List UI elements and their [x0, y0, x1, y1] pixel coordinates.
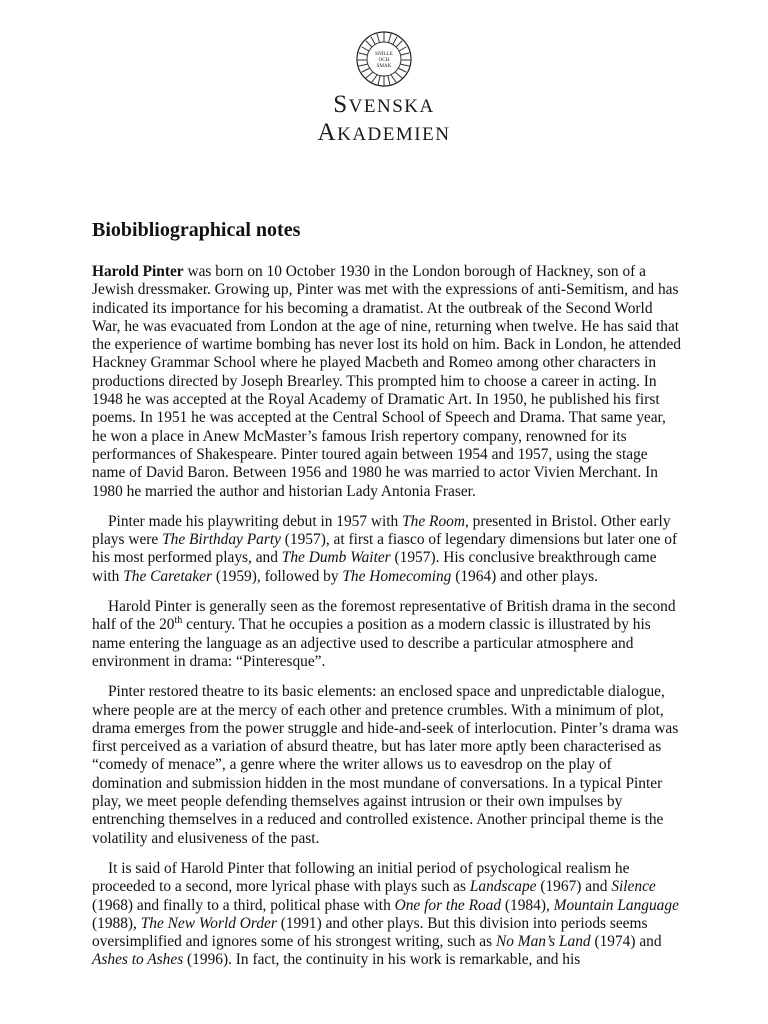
academy-seal-icon	[351, 30, 417, 88]
text-run: The Caretaker	[123, 567, 212, 585]
text-run: The Homecoming	[342, 567, 452, 585]
text-run: (1967) and	[536, 878, 612, 896]
text-run: The Dumb Waiter	[281, 549, 391, 567]
document-title: Biobibliographical notes	[92, 219, 301, 241]
paragraph-4	[92, 683, 684, 848]
text-run: Ashes to Ashes	[92, 951, 184, 969]
text-run: Landscape	[469, 878, 537, 896]
paragraph-5	[92, 860, 684, 970]
text-run: (1984),	[501, 896, 554, 914]
text-run: (1964) and other plays.	[451, 567, 598, 585]
text-run: The New World Order	[140, 914, 277, 932]
text-run: th	[174, 615, 183, 627]
text-run: (1988),	[92, 914, 141, 932]
academy-name-line2: AKADEMIEN	[317, 119, 451, 146]
text-run: Silence	[611, 878, 656, 896]
seal-text-1: SNILLE	[375, 51, 393, 57]
text-run: One for the Road	[394, 896, 502, 914]
text-run: (1991) and other plays. But this division into periods seems oversimplified and ignores some of his strongest writing, such as	[92, 914, 648, 951]
text-run: The Room	[402, 512, 465, 530]
text-run: (1996). In fact, the continuity in his work is remarkable, and his	[183, 951, 581, 969]
text-run: Mountain Language	[553, 896, 679, 914]
seal-text-3: SMAK	[376, 63, 392, 69]
text-run: (1974) and	[590, 933, 662, 951]
text-run: (1957), at first a fiasco of legendary dimensions but later one of his most performed plays, and	[92, 531, 678, 567]
paragraph-1	[92, 263, 684, 501]
text-run: Pinter restored theatre to its basic elements: an enclosed space and unpredictable dialogue, where people are at the mercy of each other and pretence crumbles. With a minimum of plot, drama emerges from the power struggle and hide-and-seek of interlocution. Pinter’s drama was first perceived as a variation of absurd theatre, but has later more aptly been characterised as “comedy of menace”, a genre where the writer allows us to eavesdrop on the play of domination and submission hidden in the most mundane of conversations. In a typical Pinter play, we meet people defending themselves against intrusion or their own impulses by entrenching themselves in a reduced and controlled existence. Another principal theme is the volatility and elusiveness of the past.	[92, 683, 679, 847]
text-run: Pinter made his playwriting debut in 1957 with	[108, 512, 403, 530]
academy-name-line1: SVENSKA	[333, 91, 435, 118]
text-run: No Man’s Land	[495, 933, 591, 951]
text-run: It is said of Harold Pinter that following an initial period of psychological realism he proceeded to a second, more lyrical phase with plays such as	[92, 859, 630, 896]
text-run: Harold Pinter	[92, 263, 184, 280]
paragraph-3	[92, 598, 684, 671]
academy-wordmark	[0, 92, 768, 148]
text-run: , presented in Bristol. Other early plays were	[92, 512, 671, 549]
seal-text-2: OCH	[378, 57, 390, 63]
document-body	[92, 216, 684, 982]
academy-logo	[0, 30, 768, 148]
text-run: (1968) and finally to a third, political phase with	[92, 896, 395, 914]
text-run: century. That he occupies a position as a modern classic is illustrated by his name entering the language as an adjective used to describe a particular atmosphere and environment in drama: “Pinteresque”.	[92, 616, 651, 670]
text-run: (1957). His conclusive breakthrough came with	[92, 549, 657, 585]
paragraph-2	[92, 513, 684, 586]
text-run: (1959), followed by	[212, 567, 343, 585]
text-run: Harold Pinter is generally seen as the foremost representative of British drama in the second half of the 20	[92, 598, 676, 634]
text-run: The Birthday Party	[162, 531, 281, 549]
text-run: was born on 10 October 1930 in the London borough of Hackney, son of a Jewish dressmaker. Growing up, Pinter was met with the expressions of anti-Semitism, and has indicated its importance for his becoming a dramatist. At the outbreak of the Second World War, he was evacuated from London at the age of nine, returning when twelve. He has said that the experience of wartime bombing has never lost its hold on him. Back in London, he attended Hackney Grammar School where he played Macbeth and Romeo among other characters in productions directed by Joseph Brearley. This prompted him to choose a career in acting. In 1948 he was accepted at the Royal Academy of Dramatic Art. In 1950, he published his first poems. In 1951 he was accepted at the Central School of Speech and Drama. That same year, he won a place in Anew McMaster’s famous Irish repertory company, renowned for its performances of Shakespeare. Pinter toured again between 1954 and 1957, using the stage name of David Baron. Between 1956 and 1980 he was married to actor Vivien Merchant. In 1980 he married the author and historian Lady Antonia Fraser.	[92, 263, 681, 500]
